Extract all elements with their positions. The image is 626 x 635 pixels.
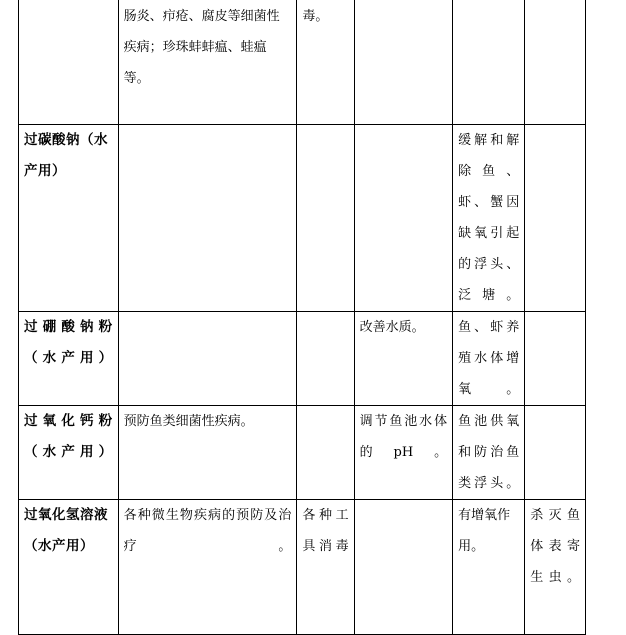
- drug-name-cell: 过氧化氢溶液（水产用）: [19, 500, 119, 635]
- drug-usage-table: [18, 0, 586, 635]
- table-row: [19, 0, 586, 125]
- table-row: [19, 312, 586, 406]
- tool-disinfection-cell: 各种工具消毒: [297, 500, 354, 635]
- parasite-cell: [525, 0, 586, 125]
- drug-name-cell: 过碳酸钠（水产用）: [19, 125, 119, 312]
- table-row: [19, 406, 586, 500]
- disease-treatment-cell: [118, 312, 297, 406]
- table-row: [19, 125, 586, 312]
- parasite-cell: 杀灭鱼体表寄生虫。: [525, 500, 586, 635]
- disease-treatment-cell: 预防鱼类细菌性疾病。: [118, 406, 297, 500]
- drug-name-cell: 过硼酸钠粉（水产用）: [19, 312, 119, 406]
- water-quality-cell: 调节鱼池水体的pH。: [354, 406, 453, 500]
- oxygenation-cell: [453, 0, 525, 125]
- parasite-cell: [525, 406, 586, 500]
- tool-disinfection-cell: [297, 125, 354, 312]
- oxygenation-cell: 有增氧作用。: [453, 500, 525, 635]
- oxygenation-cell: 缓解和解除鱼、虾、蟹因缺氧引起的浮头、泛塘。: [453, 125, 525, 312]
- disease-treatment-cell: 各种微生物疾病的预防及治疗。: [118, 500, 297, 635]
- parasite-cell: [525, 312, 586, 406]
- table-row: [19, 500, 586, 635]
- oxygenation-cell: 鱼、虾养殖水体增氧。: [453, 312, 525, 406]
- disease-treatment-cell: [118, 125, 297, 312]
- disease-treatment-cell: 肠炎、疖疮、腐皮等细菌性疾病；珍珠蚌蚌瘟、蛙瘟等。: [118, 0, 297, 125]
- water-quality-cell: [354, 125, 453, 312]
- drug-name-cell: 过氧化钙粉（水产用）: [19, 406, 119, 500]
- tool-disinfection-cell: [297, 406, 354, 500]
- tool-disinfection-cell: [297, 312, 354, 406]
- water-quality-cell: [354, 0, 453, 125]
- parasite-cell: [525, 125, 586, 312]
- tool-disinfection-cell: 毒。: [297, 0, 354, 125]
- oxygenation-cell: 鱼池供氧和防治鱼类浮头。: [453, 406, 525, 500]
- water-quality-cell: 改善水质。: [354, 312, 453, 406]
- drug-name-cell: [19, 0, 119, 125]
- water-quality-cell: [354, 500, 453, 635]
